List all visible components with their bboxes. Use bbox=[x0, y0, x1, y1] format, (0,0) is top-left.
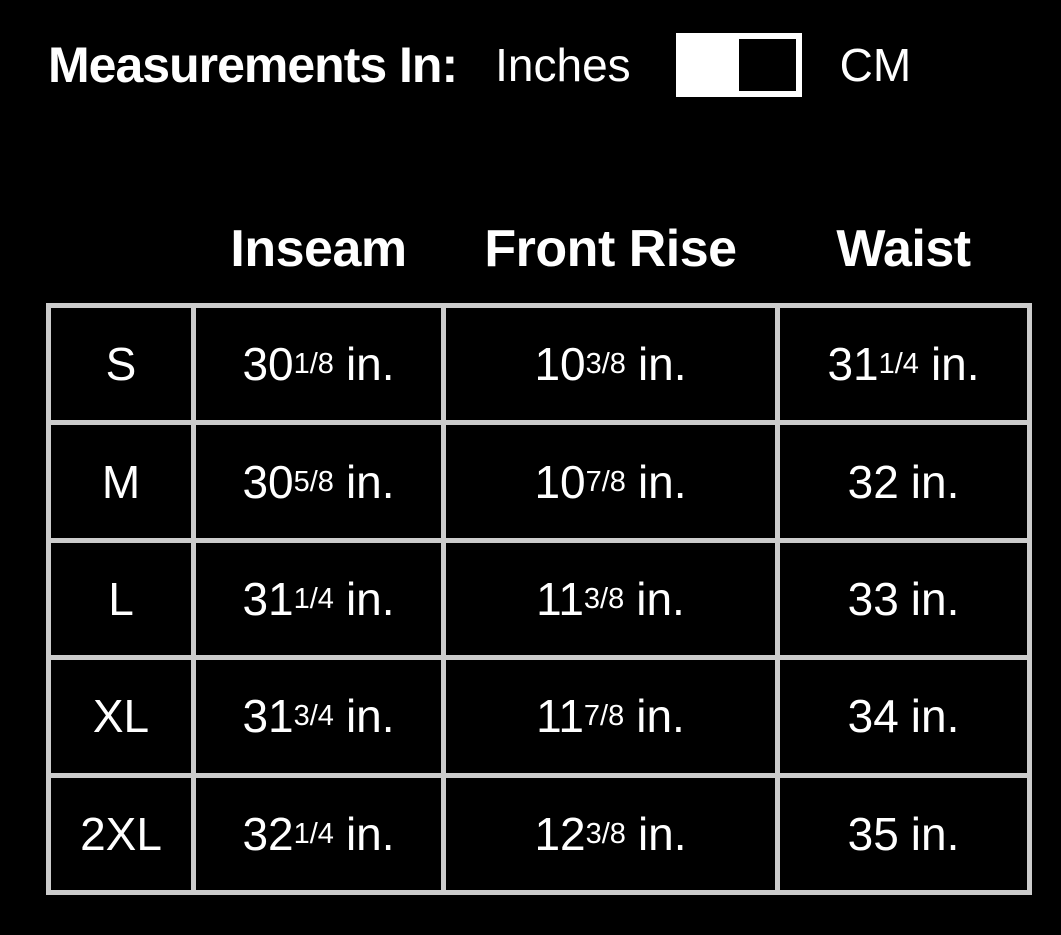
measurement-unit: in. bbox=[345, 572, 395, 625]
measurement-unit: in. bbox=[637, 338, 687, 391]
size-cell: 2XL bbox=[51, 778, 191, 890]
inseam-cell: 31 1/4 in. bbox=[196, 543, 441, 655]
measurement-value: 35 bbox=[847, 807, 899, 860]
measurement-unit: in. bbox=[636, 572, 685, 625]
toggle-knob bbox=[676, 33, 739, 97]
inseam-cell: 30 5/8 in. bbox=[196, 425, 441, 537]
measurement-unit: in. bbox=[345, 455, 395, 508]
unit-toggle-switch[interactable] bbox=[676, 33, 802, 97]
waist-cell bbox=[780, 660, 1027, 772]
measurement-unit: in. bbox=[910, 455, 960, 508]
table-column-headers bbox=[46, 213, 1032, 285]
unit-label-inches: Inches bbox=[495, 39, 631, 91]
measurement-value: 10 bbox=[534, 455, 586, 508]
size-cell: S bbox=[51, 308, 191, 420]
unit-label-cm: CM bbox=[839, 39, 912, 91]
measurement-unit: in. bbox=[636, 690, 685, 743]
measurement-value: 11 bbox=[536, 690, 584, 743]
column-header-inseam: Inseam bbox=[230, 220, 407, 278]
column-header-front-rise: Front Rise bbox=[484, 220, 737, 278]
waist-cell bbox=[780, 425, 1027, 537]
measurement-unit: in. bbox=[910, 807, 960, 860]
measurement-value: 31 bbox=[827, 338, 879, 391]
measurement-value: 30 bbox=[242, 338, 294, 391]
measurement-value: 33 bbox=[847, 572, 899, 625]
measurement-value: 30 bbox=[242, 455, 294, 508]
waist-cell bbox=[780, 778, 1027, 890]
measurement-unit: in. bbox=[910, 690, 960, 743]
front-rise-cell: 11 7/8 in. bbox=[446, 660, 775, 772]
waist-cell: 31 1/4 in. bbox=[780, 308, 1027, 420]
measurement-unit: in. bbox=[637, 455, 687, 508]
inseam-cell: 31 3/4 in. bbox=[196, 660, 441, 772]
front-rise-cell: 10 7/8 in. bbox=[446, 425, 775, 537]
measurement-value: 34 bbox=[847, 690, 899, 743]
front-rise-cell: 12 3/8 in. bbox=[446, 778, 775, 890]
waist-cell bbox=[780, 543, 1027, 655]
measurement-unit: in. bbox=[345, 690, 395, 743]
measurement-unit: in. bbox=[345, 338, 395, 391]
measurement-unit-bar bbox=[48, 0, 911, 130]
measurement-value: 32 bbox=[242, 807, 294, 860]
column-header-waist: Waist bbox=[836, 220, 971, 278]
measurement-unit: in. bbox=[930, 338, 980, 391]
inseam-cell: 32 1/4 in. bbox=[196, 778, 441, 890]
measurement-unit: in. bbox=[345, 807, 395, 860]
front-rise-cell: 11 3/8 in. bbox=[446, 543, 775, 655]
measurements-in-label: Measurements In: bbox=[48, 37, 458, 93]
front-rise-cell: 10 3/8 in. bbox=[446, 308, 775, 420]
measurement-value: 32 bbox=[847, 455, 899, 508]
inseam-cell: 30 1/8 in. bbox=[196, 308, 441, 420]
measurement-value: 11 bbox=[536, 572, 584, 625]
measurement-value: 31 bbox=[242, 690, 294, 743]
measurement-unit: in. bbox=[637, 807, 687, 860]
measurement-value: 12 bbox=[534, 807, 586, 860]
size-cell: L bbox=[51, 543, 191, 655]
size-cell: M bbox=[51, 425, 191, 537]
size-cell: XL bbox=[51, 660, 191, 772]
size-table bbox=[46, 303, 1032, 895]
measurement-value: 31 bbox=[242, 572, 294, 625]
measurement-unit: in. bbox=[910, 572, 960, 625]
measurement-value: 10 bbox=[534, 338, 586, 391]
